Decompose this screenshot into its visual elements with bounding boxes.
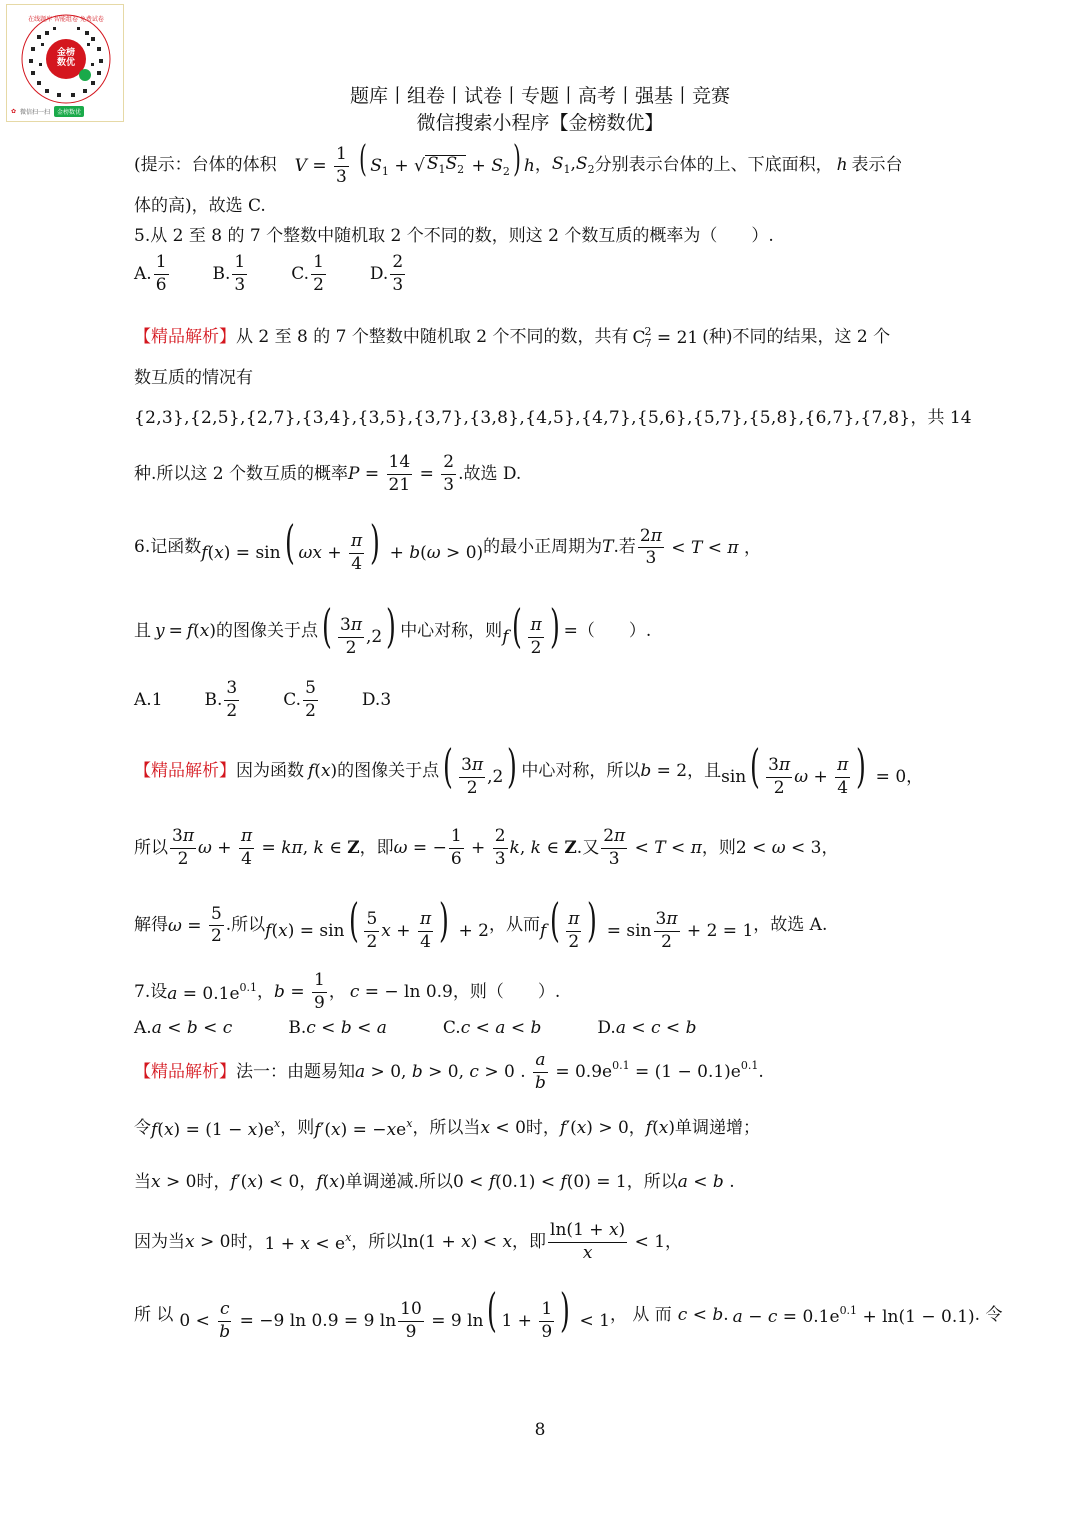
q5-analysis-tag: 【精品解析】: [134, 327, 236, 347]
q6-a3-b: .所以: [225, 915, 266, 936]
q7-a3-d: ，所以: [626, 1172, 678, 1192]
q7-stem-d: ，则（ ）.: [452, 981, 561, 1002]
wechat-scan-icon: ✿: [11, 107, 17, 115]
q5-analysis-line-1: [134, 326, 890, 349]
q5-analysis-text-b: (种)不同的结果，这 2 个: [702, 327, 891, 347]
q7-a2-a: 令: [134, 1118, 151, 1138]
q5-option-a[interactable]: A. $\frac{1}{6}$: [134, 252, 167, 295]
probability-formula: P = $\frac{14}{21}$ = $\frac{2}{3}$: [348, 452, 455, 495]
q7-stem-b: ，: [257, 981, 275, 1002]
q5-analysis-text-c: 种.所以这 2 个数互质的概率: [134, 463, 349, 484]
q6-a1-b: 的图像关于点: [337, 761, 440, 782]
q6-center-point: ( $\frac{3\pi}{2}$ ,2): [322, 599, 397, 658]
q6-a2-d: ，则: [701, 837, 736, 858]
q6-a2-a: 所以: [134, 837, 168, 858]
q5-analysis-line-3: [134, 410, 972, 427]
q6-analysis-line-2: 所以 $\frac{3\pi}{2}$ ω + $\frac{\pi}{4}$ = kπ, k ∈ Z ，即 ω = − $\frac{1}{6}$ + $\frac{2}{3}$ k, k ∈ Z .又 $\frac{2\pi}{3}$ < T < π ，则 2 < ω < 3，: [134, 826, 839, 869]
q5-analysis-text-d: .故选 D.: [458, 463, 522, 484]
q5-analysis-text-a: 从 2 至 8 的 7 个整数中随机取 2 个不同的数，共有: [236, 327, 629, 347]
q6-stem-c: .若: [613, 537, 636, 558]
hint-end: 表示台: [851, 154, 903, 175]
q6-analysis-line-1: 【精品解析】 因为函数 f ( x ) 的图像关于点 ( $\frac{3\pi}{2}$ ,2) 中心对称，所以 b = 2 ，且 sin( $\frac{3\pi}{2}$ ω + $\frac{\pi}{4}$ ) = 0，: [134, 739, 924, 798]
combination-formula: $C^2_7 = 21$: [632, 325, 699, 350]
q6-a3-c: ，从而: [488, 915, 540, 936]
logo-center-text: [51, 49, 81, 69]
q7-a1-a: 法一：由题易知: [236, 1061, 355, 1082]
q6-stem2-d: =（ ）.: [563, 621, 652, 642]
logo-ring-text: 在线题库 智能组卷 免费试卷: [28, 16, 104, 23]
header-nav: 题库丨组卷丨试卷丨专题丨高考丨强基丨竞赛: [349, 85, 730, 107]
q6-a1-a: 因为函数: [236, 761, 304, 782]
q7-a4-d: ，即: [512, 1231, 547, 1252]
q7-stem: 7.设 $a = 0.1e^{0.1}$ ， b = $\frac{1}{9}$ ， c = − ln 0.9 ，则（ ）.: [134, 970, 561, 1013]
q5-option-d[interactable]: D. $\frac{2}{3}$: [369, 252, 404, 295]
q6-f-pi-2: f( $\frac{\pi}{2}$ ): [502, 599, 560, 658]
q6-stem-line-2: 且 y = f ( x ) 的图像关于点 ( $\frac{3\pi}{2}$ ,2) 中心对称，则 f( $\frac{\pi}{2}$ ) =（ ）.: [134, 599, 652, 658]
q7-analysis-tag: 【精品解析】: [134, 1061, 236, 1082]
q7-a2-c: ，所以当: [412, 1118, 481, 1138]
q7-a2-d: 时，: [525, 1118, 560, 1138]
q7-a3-a: 当: [134, 1172, 151, 1192]
q6-a2-b: ，即: [359, 837, 394, 858]
q6-a3-d: ，故选 A.: [753, 915, 828, 936]
q7-a4-a: 因为当: [134, 1231, 185, 1252]
q6-option-a[interactable]: A. 1: [134, 689, 163, 710]
q6-option-c[interactable]: C. $\frac{5}{2}$: [283, 678, 316, 721]
q7-analysis-line-4: 因为当 x > 0 时， $1 + x < e^x$ ，所以 ln(1 + x) < x ，即 $\frac{\ln(1 + x)}{x}$ < 1，: [134, 1220, 683, 1263]
q6-period-range: $\frac{2\pi}{3}$ < T < π ，: [639, 525, 761, 569]
q7-a3-c: 单调递减.所以: [345, 1172, 453, 1192]
q6-a1-d: ，且: [687, 761, 722, 782]
q7-a4-c: ，所以: [351, 1231, 403, 1252]
q7-a3-b: 时，: [196, 1172, 231, 1192]
q7-option-d[interactable]: D. a < c < b: [597, 1018, 697, 1038]
q6-option-d[interactable]: D. 3: [361, 689, 392, 710]
q7-analysis-line-2: 令 $f(x) = (1 - x)e^x$ ，则 $f'(x) = -xe^x$ ，所以当 x < 0 时， f′(x) > 0，f(x) 单调递增；: [134, 1117, 760, 1140]
q7-option-c[interactable]: C. c < a < b: [442, 1018, 542, 1038]
hint-line-2: 体的高)，故选 C.: [134, 196, 266, 216]
q7-a2-e: 单调递增；: [674, 1118, 760, 1138]
q6-options: [134, 680, 433, 721]
hint-suffix: 分别表示台体的上、下底面积，: [594, 154, 833, 175]
q7-analysis-line-1: 【精品解析】 法一：由题易知 a > 0, b > 0, c > 0 . $\frac{a}{b}$ = $0.9e^{0.1} = (1 - 0.1)e^{0.1}$.: [134, 1050, 764, 1093]
q5-stem: 5.从 2 至 8 的 7 个整数中随机取 2 个不同的数，则这 2 个数互质的概率为（ ）.: [134, 226, 774, 246]
logo-center-line1: 金榜: [56, 48, 75, 58]
q7-a2-b: ，则: [280, 1118, 315, 1138]
q7-a5-b: ， 从 而: [609, 1305, 672, 1326]
q6-option-b[interactable]: B. $\frac{3}{2}$: [204, 678, 238, 721]
q6-stem2-b: 的图像关于点: [216, 621, 319, 642]
q7-stem-a: 7.设: [134, 981, 168, 1002]
q5-analysis-line-2: 数互质的情况有: [134, 368, 253, 388]
q7-options: [134, 1020, 738, 1037]
volume-formula: V = $\frac{1}{3}$ ( $S_1$ + √ $S_1S_2$ + $S_2$) h: [294, 139, 535, 187]
q7-option-a[interactable]: A. a < b < c: [134, 1018, 233, 1038]
hint-line-1: (提示：台体的体积 V = $\frac{1}{3}$ ( $S_1$ + √ $S_1S_2$ + $S_2$) h ， $S_1,S_2$ 分别表示台体的上、下底面积， h 表示台: [134, 139, 903, 187]
q5-option-c[interactable]: C. $\frac{1}{2}$: [291, 252, 324, 295]
q7-stem-c: ，: [328, 981, 346, 1002]
q6-stem2-a: 且: [134, 621, 151, 642]
s1-s2: $S_1,S_2$: [551, 153, 595, 176]
q5-analysis-line-4: [134, 454, 521, 495]
q5-pairs: {2,3},{2,5},{2,7},{3,4},{3,5},{3,7},{3,8},{4,5},{4,7},{5,6},{5,7},{5,8},{6,7},{7,8}: [134, 408, 911, 428]
q5-options: [134, 254, 449, 295]
q6-analysis-line-3: 解得 ω = $\frac{5}{2}$ .所以 f(x) = sin( $\frac{5}{2}$ x + $\frac{\pi}{4}$ ) + 2 ，从而 f( $\frac{\pi}{2}$ ) = sin $\frac{3\pi}{2}$ + 2 = 1 ，故选 A.: [134, 893, 828, 952]
q6-function: f(x) = sin( ωx + $\frac{\pi}{4}$ ) + b(ω > 0): [201, 515, 484, 574]
page-number: 8: [534, 1420, 546, 1440]
q6-stem2-c: 中心对称，则: [400, 621, 503, 642]
hint-prefix: (提示：台体的体积: [134, 154, 277, 175]
q6-a2-c: .又: [576, 837, 600, 858]
q7-a5-a: 所 以: [134, 1305, 174, 1326]
q6-stem-b: 的最小正周期为: [483, 537, 603, 558]
q7-a4-b: 时，: [230, 1231, 265, 1252]
q5-pairs-suffix: ，共 14: [910, 408, 972, 428]
q6-stem-a: 6.记函数: [134, 537, 202, 558]
q6-stem-line-1: 6.记函数 f(x) = sin( ωx + $\frac{\pi}{4}$ ) + b(ω > 0) 的最小正周期为 T .若 $\frac{2\pi}{3}$ < T < π ，: [134, 515, 761, 574]
logo-center-line2: 数优: [56, 57, 75, 68]
q7-a5-d: . 令: [974, 1305, 1003, 1326]
header-subtitle: 微信搜索小程序【金榜数优】: [416, 112, 664, 134]
q6-a3-a: 解得: [134, 915, 168, 936]
q6-a1-c: 中心对称，所以: [521, 761, 641, 782]
q7-option-b[interactable]: B. c < b < a: [288, 1018, 387, 1038]
logo-footer-tag: 金榜数优: [54, 106, 84, 117]
q7-a5-c: .: [723, 1305, 729, 1326]
logo-footer-left: 微信扫一扫: [20, 108, 51, 116]
q7-analysis-line-3: 当 x > 0 时， f′(x) < 0，f(x) 单调递减.所以 0 < f(0.1) < f(0) = 1 ，所以 a < b .: [134, 1172, 735, 1192]
q6-analysis-tag: 【精品解析】: [134, 761, 236, 782]
q5-option-b[interactable]: B. $\frac{1}{3}$: [212, 252, 246, 295]
q7-analysis-line-5: 所 以 0 < $\frac{c}{b}$ = −9 ln 0.9 = 9 ln $\frac{10}{9}$ = 9 ln( 1 + $\frac{1}{9}$ ) < 1 ， 从 而 c < b . $a - c = 0.1e^{0.1} + \ln(1 - 0.1)$ . 令: [134, 1283, 1003, 1342]
